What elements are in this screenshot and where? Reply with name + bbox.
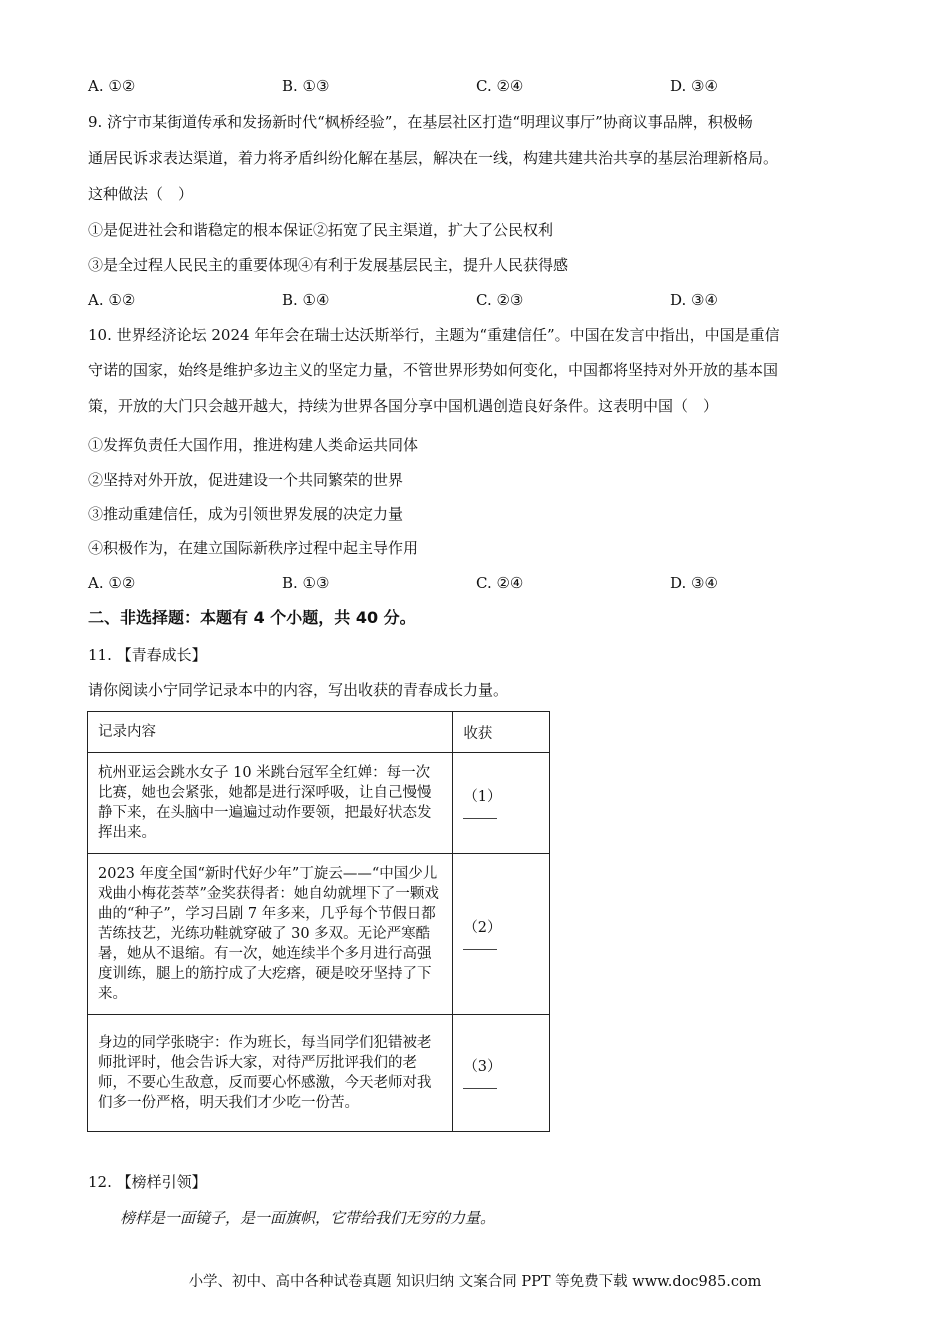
row-2-content: 2023 年度全国“新时代好少年”丁旋云——“中国少儿戏曲小梅花荟萃”金奖获得者：她自幼就埋下了一颗戏曲的“种子”，学习吕剧 7 年多来，几乎每个节假日都苦练技艺，光练功鞋就穿破了 30 多双。无论严寒酷暑，她从不退缩。有一次，她连续半个多月进行高强度训练，腿上的筋拧成了大疙瘩，硬是咬牙坚持了下来。 (88, 854, 453, 1015)
q9-option-b: B. ①④ (282, 291, 330, 309)
q11-instruction: 请你阅读小宁同学记录本中的内容，写出收获的青春成长力量。 (88, 681, 509, 699)
row-1-gain-cell[interactable] (453, 753, 550, 854)
row-2-gain-label: （2） (463, 920, 502, 936)
q9-stem-line-1: 9. 济宁市某街道传承和发扬新时代“枫桥经验”，在基层社区打造“明理议事厅”协商议事品牌，积极畅 (88, 113, 753, 131)
table-row (88, 1015, 550, 1132)
q9-option-a: A. ①② (88, 291, 136, 309)
section-2-heading: 二、非选择题：本题有 4 个小题，共 40 分。 (88, 608, 416, 627)
row-3-gain-label: （3） (463, 1059, 502, 1075)
row-3-content: 身边的同学张晓宇：作为班长，每当同学们犯错被老师批评时，他会告诉大家，对待严厉批评我们的老师，不要心生敌意，反而要心怀感激，今天老师对我们多一份严格，明天我们才少吃一份苦。 (88, 1015, 453, 1132)
header-record-content: 记录内容 (88, 712, 453, 753)
q11-title: 11. 【青春成长】 (88, 646, 207, 664)
q8-option-a: A. ①② (88, 77, 136, 95)
q9-statement-line-2: ③是全过程人民民主的重要体现④有利于发展基层民主，提升人民获得感 (88, 256, 569, 274)
q10-option-d: D. ③④ (670, 574, 718, 592)
q10-statement-2: ②坚持对外开放，促进建设一个共同繁荣的世界 (88, 471, 404, 489)
q10-options (88, 573, 788, 593)
q9-option-d: D. ③④ (670, 291, 718, 309)
row-3-answer-blank[interactable] (463, 1087, 497, 1089)
q9-options (88, 290, 788, 310)
q10-stem-line-3: 策，开放的大门只会越开越大，持续为世界各国分享中国机遇创造良好条件。这表明中国（ ） (88, 397, 719, 415)
q9-statement-line-1: ①是促进社会和谐稳定的根本保证②拓宽了民主渠道，扩大了公民权利 (88, 221, 554, 239)
q10-statement-4: ④积极作为，在建立国际新秩序过程中起主导作用 (88, 539, 419, 557)
q10-option-b: B. ①③ (282, 574, 330, 592)
q8-option-c: C. ②④ (476, 77, 524, 95)
q10-statement-1: ①发挥负责任大国作用，推进构建人类命运共同体 (88, 436, 419, 454)
row-1-answer-blank[interactable] (463, 817, 497, 819)
row-3-gain-cell[interactable] (453, 1015, 550, 1132)
q9-option-c: C. ②③ (476, 291, 524, 309)
q12-title: 12. 【榜样引领】 (88, 1173, 207, 1191)
row-1-gain-label: （1） (463, 789, 502, 805)
row-1-content: 杭州亚运会跳水女子 10 米跳台冠军全红婵：每一次比赛，她也会紧张，她都是进行深呼吸，让自己慢慢静下来，在头脑中一遍遍过动作要领，把最好状态发挥出来。 (88, 753, 453, 854)
header-gain: 收获 (453, 712, 550, 753)
table-header-row (88, 712, 550, 753)
table-row (88, 753, 550, 854)
q8-option-d: D. ③④ (670, 77, 718, 95)
q10-statement-3: ③推动重建信任，成为引领世界发展的决定力量 (88, 505, 404, 523)
q12-quote: 榜样是一面镜子，是一面旗帜，它带给我们无穷的力量。 (120, 1209, 496, 1227)
q9-stem-line-3: 这种做法（ ） (88, 185, 194, 203)
q8-option-b: B. ①③ (282, 77, 330, 95)
q10-option-c: C. ②④ (476, 574, 524, 592)
row-2-answer-blank[interactable] (463, 948, 497, 950)
q10-stem-line-1: 10. 世界经济论坛 2024 年年会在瑞士达沃斯举行，主题为“重建信任”。中国在发言中指出，中国是重信 (88, 326, 780, 344)
record-table (87, 711, 550, 1132)
q10-option-a: A. ①② (88, 574, 136, 592)
table-row (88, 854, 550, 1015)
page-footer: 小学、初中、高中各种试卷真题 知识归纳 文案合同 PPT 等免费下载 www.doc985.com (188, 1274, 762, 1290)
row-2-gain-cell[interactable] (453, 854, 550, 1015)
q10-stem-line-2: 守诺的国家，始终是维护多边主义的坚定力量，不管世界形势如何变化，中国都将坚持对外开放的基本国 (88, 361, 779, 379)
q8-options (88, 76, 788, 96)
q9-stem-line-2: 通居民诉求表达渠道，着力将矛盾纠纷化解在基层，解决在一线，构建共建共治共享的基层治理新格局。 (88, 149, 779, 167)
